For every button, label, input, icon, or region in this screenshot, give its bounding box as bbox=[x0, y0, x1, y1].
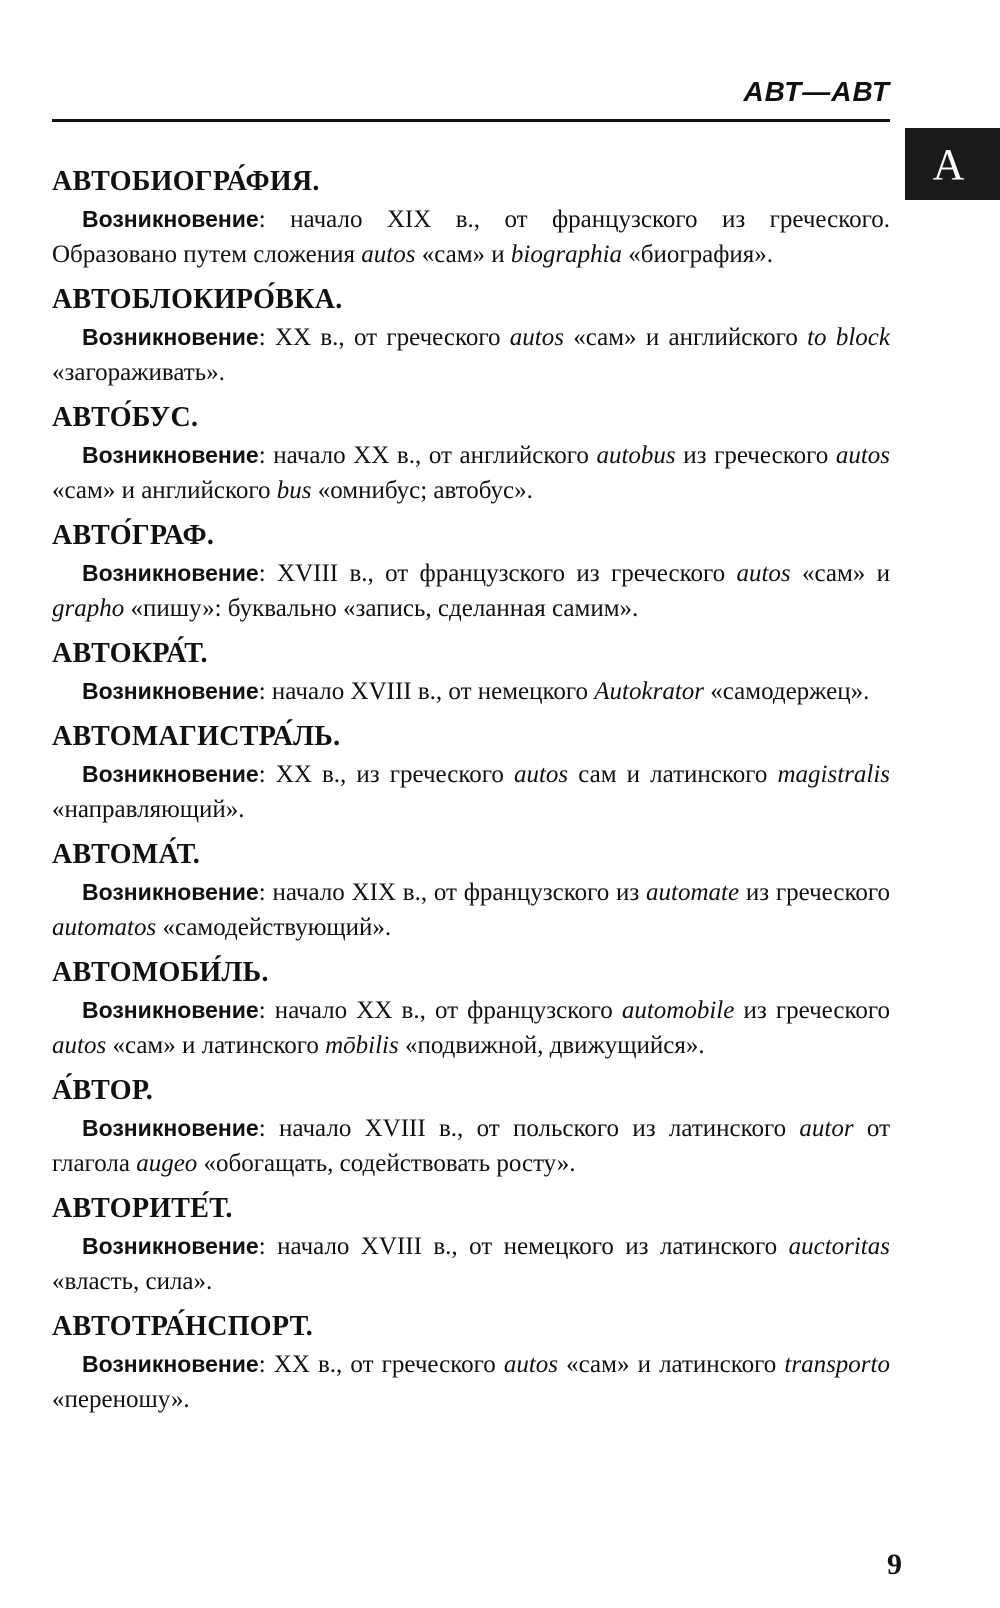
entry-etymology bbox=[52, 556, 890, 626]
page-number: 9 bbox=[887, 1548, 902, 1581]
entry-etymology bbox=[52, 1229, 890, 1299]
etymology-text: «омнибус; автобус». bbox=[311, 477, 533, 504]
origin-label: Возникновение bbox=[82, 206, 259, 232]
entry-etymology bbox=[52, 674, 890, 709]
etymon-word: grapho bbox=[52, 595, 125, 622]
origin-label: Возникновение bbox=[82, 761, 259, 787]
entry-headword: АВТОБЛОКИРО́ВКА. bbox=[52, 284, 343, 315]
etymon-word: to block bbox=[807, 324, 890, 351]
origin-label: Возникновение bbox=[82, 997, 259, 1023]
etymon-word: autos bbox=[52, 1032, 107, 1059]
etymon-word: biographia bbox=[510, 241, 623, 268]
thumb-index-letter: А bbox=[932, 139, 965, 189]
etymology-text: «сам» и латинского bbox=[106, 1032, 326, 1059]
etymology-text: сам и латинского bbox=[568, 761, 778, 788]
etymology-text: «сам» и английского bbox=[52, 477, 277, 504]
etymology-text: «загораживать». bbox=[52, 359, 225, 386]
dictionary-entry bbox=[52, 955, 890, 1063]
entry-headword: АВТОБИОГРА́ФИЯ. bbox=[52, 166, 320, 197]
etymon-word: autos bbox=[509, 324, 564, 351]
etymon-word: automobile bbox=[621, 997, 735, 1024]
etymon-word: Autokrator bbox=[594, 678, 704, 705]
etymology-text: «самодействующий». bbox=[156, 914, 392, 941]
etymon-word: transporto bbox=[784, 1351, 890, 1378]
etymology-text: : XX в., от греческого bbox=[258, 1351, 504, 1378]
origin-label: Возникновение bbox=[82, 1233, 259, 1259]
entry-etymology bbox=[52, 202, 890, 272]
dictionary-entry bbox=[52, 164, 890, 272]
origin-label: Возникновение bbox=[82, 1115, 259, 1141]
etymology-text: «сам» и bbox=[415, 241, 511, 268]
origin-label: Возникновение bbox=[82, 560, 259, 586]
entry-headword: АВТО́БУС. bbox=[52, 402, 199, 433]
etymon-word: automatos bbox=[52, 914, 157, 941]
etymology-text: : начало XVIII в., от немецкого bbox=[258, 678, 595, 705]
dictionary-entry bbox=[52, 518, 890, 626]
etymology-text: «обогащать, содействовать росту». bbox=[197, 1150, 576, 1177]
entries-list bbox=[52, 160, 890, 1427]
etymology-text: «направляющий». bbox=[52, 796, 245, 823]
dictionary-entry bbox=[52, 719, 890, 827]
etymology-text: из греческого bbox=[675, 442, 836, 469]
etymology-text: «пишу»: буквально «запись, сделанная самим». bbox=[124, 595, 639, 622]
origin-label: Возникновение bbox=[82, 324, 259, 350]
etymology-text: : XX в., из греческого bbox=[258, 761, 514, 788]
entry-headword: АВТОМОБИ́ЛЬ. bbox=[52, 957, 269, 988]
entry-headword: АВТО́ГРАФ. bbox=[52, 520, 215, 551]
entry-etymology bbox=[52, 438, 890, 508]
dictionary-entry bbox=[52, 400, 890, 508]
entry-headword: АВТОРИТЕ́Т. bbox=[52, 1193, 233, 1224]
etymon-word: mōbilis bbox=[325, 1032, 399, 1059]
origin-label: Возникновение bbox=[82, 1351, 259, 1377]
entry-etymology bbox=[52, 1347, 890, 1417]
etymon-word: bus bbox=[276, 477, 312, 504]
etymon-word: auctoritas bbox=[788, 1233, 890, 1260]
etymon-word: augeo bbox=[136, 1150, 198, 1177]
thumb-index-tab bbox=[905, 128, 1000, 200]
entry-headword: АВТОТРА́НСПОРТ. bbox=[52, 1311, 314, 1342]
etymology-text: «биография». bbox=[622, 241, 774, 268]
dictionary-entry bbox=[52, 1073, 890, 1181]
etymology-text: : начало XVIII в., от немецкого из латинского bbox=[258, 1233, 789, 1260]
entry-etymology bbox=[52, 875, 890, 945]
etymon-word: autos bbox=[835, 442, 890, 469]
dictionary-entry bbox=[52, 1191, 890, 1299]
etymon-word: autor bbox=[799, 1115, 854, 1142]
entry-headword: АВТОКРА́Т. bbox=[52, 638, 208, 669]
entry-headword: АВТОМАГИСТРА́ЛЬ. bbox=[52, 721, 341, 752]
etymology-text: «власть, сила». bbox=[52, 1268, 213, 1295]
entry-etymology bbox=[52, 1111, 890, 1181]
etymology-text: из греческого bbox=[739, 879, 890, 906]
etymon-word: autos bbox=[361, 241, 416, 268]
etymology-text: «сам» и английского bbox=[563, 324, 808, 351]
entry-headword: А́ВТОР. bbox=[52, 1075, 154, 1106]
running-head: АВТ—АВТ bbox=[743, 76, 890, 107]
origin-label: Возникновение bbox=[82, 442, 259, 468]
etymology-text: : XVIII в., от французского из греческого bbox=[258, 560, 737, 587]
dictionary-entry bbox=[52, 282, 890, 390]
etymon-word: autobus bbox=[596, 442, 676, 469]
entry-etymology bbox=[52, 320, 890, 390]
etymology-text: : XX в., от греческого bbox=[258, 324, 510, 351]
etymology-text: : начало XX в., от английского bbox=[258, 442, 597, 469]
origin-label: Возникновение bbox=[82, 879, 259, 905]
etymology-text: : начало XIX в., от французского из греческого. Образовано путем сложения bbox=[52, 206, 890, 268]
dictionary-entry bbox=[52, 837, 890, 945]
etymon-word: autos bbox=[513, 761, 569, 788]
dictionary-entry bbox=[52, 1309, 890, 1417]
entry-etymology bbox=[52, 757, 890, 827]
etymon-word: automate bbox=[646, 879, 740, 906]
etymology-text: : начало XVIII в., от польского из латинского bbox=[258, 1115, 800, 1142]
etymon-word: autos bbox=[503, 1351, 559, 1378]
header-rule bbox=[52, 119, 890, 122]
etymology-text: «подвижной, движущийся». bbox=[398, 1032, 705, 1059]
etymology-text: из греческого bbox=[734, 997, 890, 1024]
entry-etymology bbox=[52, 993, 890, 1063]
etymology-text: : начало XIX в., от французского из bbox=[258, 879, 647, 906]
etymon-word: magistralis bbox=[777, 761, 890, 788]
etymology-text: «самодержец». bbox=[704, 678, 870, 705]
etymology-text: «сам» и латинского bbox=[558, 1351, 785, 1378]
dictionary-entry bbox=[52, 636, 890, 709]
etymology-text: «переношу». bbox=[52, 1386, 190, 1413]
etymology-text: : начало XX в., от французского bbox=[258, 997, 622, 1024]
entry-headword: АВТОМА́Т. bbox=[52, 839, 201, 870]
etymology-text: от глагола bbox=[52, 1115, 890, 1177]
origin-label: Возникновение bbox=[82, 678, 259, 704]
etymology-text: «сам» и bbox=[790, 560, 890, 587]
etymon-word: autos bbox=[736, 560, 791, 587]
